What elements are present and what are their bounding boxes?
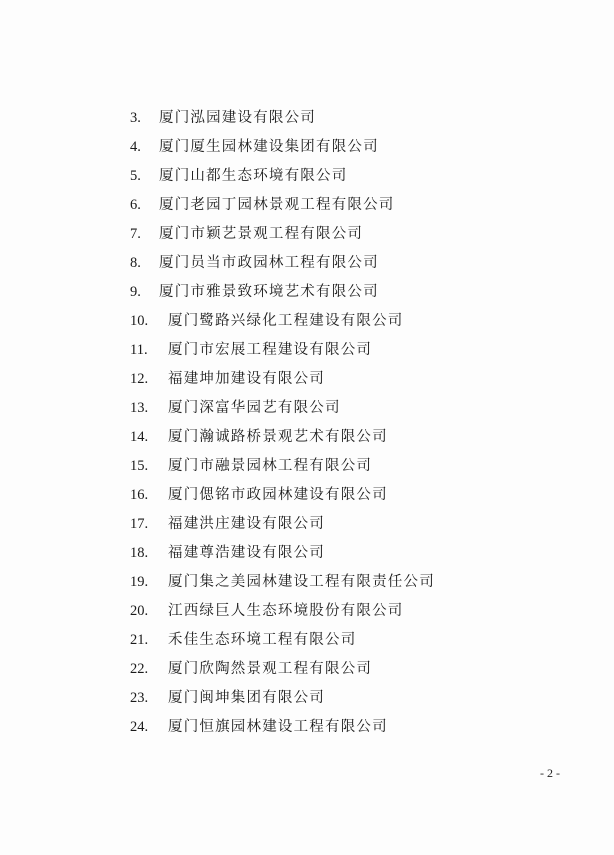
list-item-number: 17. (130, 516, 149, 532)
company-name: 厦门厦生园林建设集团有限公司 (159, 139, 379, 155)
list-item (130, 220, 435, 249)
list-item (130, 423, 435, 452)
list-item-number: 12. (130, 371, 149, 387)
list-item-number: 10. (130, 313, 149, 329)
company-name: 厦门员当市政园林工程有限公司 (159, 255, 379, 271)
company-name: 厦门集之美园林建设工程有限责任公司 (168, 574, 435, 590)
list-item (130, 626, 435, 655)
list-item (130, 191, 435, 220)
company-name: 厦门市宏展工程建设有限公司 (168, 342, 373, 358)
company-name: 福建洪庄建设有限公司 (168, 516, 325, 532)
list-item (130, 278, 435, 307)
list-item (130, 133, 435, 162)
company-name: 禾佳生态环境工程有限公司 (168, 632, 357, 648)
list-item-number: 7. (130, 226, 141, 242)
company-name: 厦门深富华园艺有限公司 (168, 400, 341, 416)
list-item (130, 394, 435, 423)
company-name: 厦门偲铭市政园林建设有限公司 (168, 487, 388, 503)
list-item (130, 481, 435, 510)
list-item-number: 13. (130, 400, 149, 416)
list-item-number: 23. (130, 690, 149, 706)
list-item-number: 8. (130, 255, 141, 271)
list-item-number: 18. (130, 545, 149, 561)
company-name: 厦门老园丁园林景观工程有限公司 (159, 197, 395, 213)
list-item-number: 3. (130, 110, 141, 126)
list-item-number: 21. (130, 632, 149, 648)
company-name: 厦门山都生态环境有限公司 (159, 168, 348, 184)
company-name: 厦门恒旗园林建设工程有限公司 (168, 719, 388, 735)
list-item-number: 22. (130, 661, 149, 677)
company-name: 厦门市雅景致环境艺术有限公司 (159, 284, 379, 300)
company-name: 厦门泓园建设有限公司 (159, 110, 316, 126)
list-item-number: 4. (130, 139, 141, 155)
company-name: 江西绿巨人生态环境股份有限公司 (168, 603, 404, 619)
list-item-number: 20. (130, 603, 149, 619)
list-item (130, 597, 435, 626)
list-item (130, 510, 435, 539)
list-item (130, 307, 435, 336)
company-name: 厦门市颖艺景观工程有限公司 (159, 226, 364, 242)
list-item (130, 568, 435, 597)
list-item-number: 24. (130, 719, 149, 735)
company-name: 厦门闽坤集团有限公司 (168, 690, 325, 706)
company-name: 厦门鹭路兴绿化工程建设有限公司 (168, 313, 404, 329)
list-item-number: 11. (130, 342, 148, 358)
list-item-number: 5. (130, 168, 141, 184)
company-list (130, 104, 435, 742)
page-number: - 2 - (540, 766, 560, 780)
company-name: 福建尊浩建设有限公司 (168, 545, 325, 561)
list-item (130, 336, 435, 365)
list-item (130, 713, 435, 742)
company-name: 厦门欣陶然景观工程有限公司 (168, 661, 373, 677)
list-item-number: 16. (130, 487, 149, 503)
company-name: 厦门市融景园林工程有限公司 (168, 458, 373, 474)
list-item (130, 249, 435, 278)
list-item-number: 6. (130, 197, 141, 213)
list-item-number: 9. (130, 284, 141, 300)
list-item (130, 162, 435, 191)
list-item-number: 14. (130, 429, 149, 445)
list-item-number: 15. (130, 458, 149, 474)
list-item (130, 655, 435, 684)
list-item (130, 104, 435, 133)
company-name: 厦门瀚诚路桥景观艺术有限公司 (168, 429, 388, 445)
list-item (130, 365, 435, 394)
list-item (130, 539, 435, 568)
company-name: 福建坤加建设有限公司 (168, 371, 325, 387)
list-item (130, 452, 435, 481)
list-item-number: 19. (130, 574, 149, 590)
list-item (130, 684, 435, 713)
